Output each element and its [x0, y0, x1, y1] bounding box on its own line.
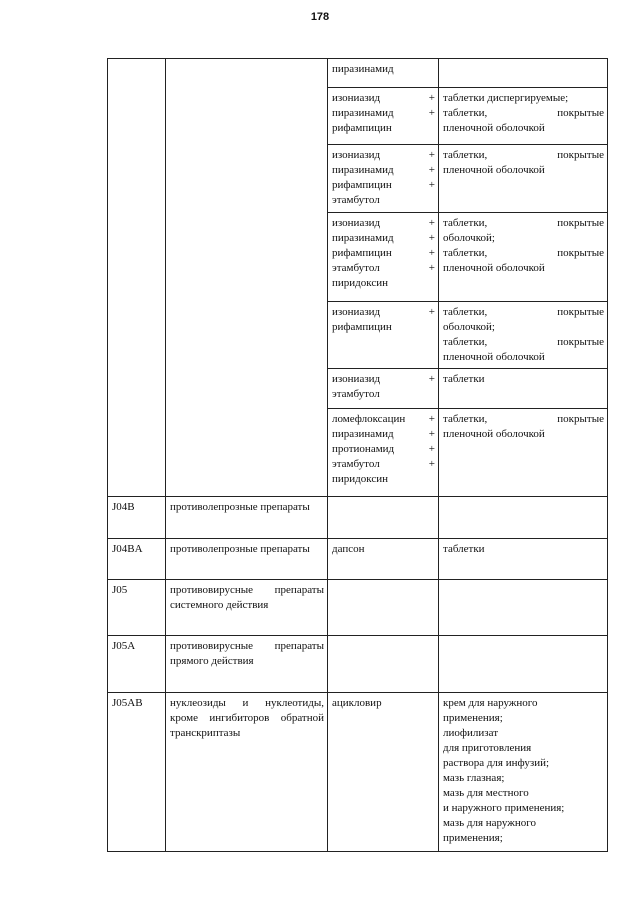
drug-line [332, 193, 435, 208]
page-number: 178 [310, 11, 330, 23]
combination-plus: + [428, 179, 435, 191]
drug-cell [328, 580, 439, 636]
drug-line [332, 412, 435, 427]
drug-line [332, 372, 435, 387]
drug-line [332, 121, 435, 136]
table-row [108, 693, 608, 852]
dosage-form-text: покрытые [557, 149, 604, 161]
dosage-form-text: таблетки, [443, 413, 488, 425]
form-cell [439, 369, 608, 409]
dosage-form-text: оболочкой; [443, 321, 495, 333]
dosage-form-text: таблетки, [443, 149, 488, 161]
drug-line [332, 163, 435, 178]
drug-line [332, 91, 435, 106]
drug-name: изониазид [332, 373, 381, 385]
drug-name: пиридоксин [332, 473, 388, 485]
dosage-form-text: таблетки, [443, 336, 488, 348]
drug-name: этамбутол [332, 262, 380, 274]
dosage-form-line [443, 741, 604, 756]
drug-name: дапсон [332, 543, 365, 555]
drug-cell [328, 369, 439, 409]
drug-line [332, 62, 435, 77]
table-row [108, 580, 608, 636]
form-cell [439, 145, 608, 213]
dosage-form-text: покрытые [557, 413, 604, 425]
drug-line [332, 457, 435, 472]
combination-plus: + [428, 458, 435, 470]
drug-name: пиразинамид [332, 63, 394, 75]
form-cell [439, 213, 608, 302]
dosage-form-line [443, 320, 604, 335]
drug-line [332, 387, 435, 402]
drug-line [332, 472, 435, 487]
drug-name: рифампицин [332, 247, 392, 259]
group-name-cell [166, 693, 328, 852]
dosage-form-text: таблетки, [443, 217, 488, 229]
combination-plus: + [428, 306, 435, 318]
table-row [108, 636, 608, 693]
table-row [108, 539, 608, 580]
dosage-form-line [443, 163, 604, 178]
drug-name: этамбутол [332, 458, 380, 470]
drug-line [332, 106, 435, 121]
drug-cell [328, 636, 439, 693]
dosage-form-line [443, 542, 604, 557]
dosage-form-line [443, 121, 604, 136]
group-name-text: противовирусные препараты системного действия [170, 584, 324, 611]
drug-cell [328, 693, 439, 852]
medicines-table [107, 58, 608, 852]
dosage-form-line [443, 726, 604, 741]
form-cell [439, 88, 608, 145]
drug-name: рифампицин [332, 122, 392, 134]
dosage-form-line [443, 427, 604, 442]
dosage-form-line [443, 786, 604, 801]
drug-cell [328, 213, 439, 302]
drug-name: изониазид [332, 149, 381, 161]
dosage-form-line [443, 106, 604, 121]
form-cell [439, 539, 608, 580]
drug-cell [328, 539, 439, 580]
drug-name: изониазид [332, 217, 381, 229]
dosage-form-line [443, 696, 604, 711]
dosage-form-line [443, 246, 604, 261]
drug-name: ацикловир [332, 697, 382, 709]
dosage-form-line [443, 412, 604, 427]
dosage-form-text: покрытые [557, 247, 604, 259]
drug-line [332, 305, 435, 320]
group-name-cell [166, 539, 328, 580]
drug-name: пиразинамид [332, 428, 394, 440]
drug-name: изониазид [332, 306, 381, 318]
drug-name: рифампицин [332, 179, 392, 191]
dosage-form-text: применения; [443, 832, 503, 844]
dosage-form-text: и наружного применения; [443, 802, 565, 814]
dosage-form-text: покрытые [557, 306, 604, 318]
dosage-form-text: покрытые [557, 217, 604, 229]
drug-line [332, 276, 435, 291]
dosage-form-line [443, 831, 604, 846]
form-cell [439, 302, 608, 369]
dosage-form-text: таблетки, [443, 306, 488, 318]
drug-line [332, 261, 435, 276]
dosage-form-text: применения; [443, 712, 503, 724]
drug-line [332, 246, 435, 261]
dosage-form-line [443, 216, 604, 231]
dosage-form-text: для приготовления [443, 742, 532, 754]
dosage-form-text: пленочной оболочкой [443, 122, 545, 134]
form-cell [439, 580, 608, 636]
dosage-form-line [443, 335, 604, 350]
combination-plus: + [428, 373, 435, 385]
drug-name: пиразинамид [332, 164, 394, 176]
drug-line [332, 427, 435, 442]
dosage-form-text: пленочной оболочкой [443, 351, 545, 363]
dosage-form-line [443, 305, 604, 320]
dosage-form-text: лиофилизат [443, 727, 499, 739]
atc-code-cell: J04BA [108, 539, 166, 580]
table-row [108, 497, 608, 539]
group-name-cell [166, 497, 328, 539]
combination-plus: + [428, 92, 435, 104]
dosage-form-text: мазь для местного [443, 787, 529, 799]
dosage-form-text: покрытые [557, 107, 604, 119]
combination-plus: + [428, 232, 435, 244]
drug-name: пиразинамид [332, 232, 394, 244]
dosage-form-line [443, 261, 604, 276]
atc-code-cell: J05 [108, 580, 166, 636]
group-name-text: противолепрозные препараты [170, 501, 310, 513]
drug-name: рифампицин [332, 321, 392, 333]
drug-name: этамбутол [332, 388, 380, 400]
drug-line [332, 320, 435, 335]
dosage-form-line [443, 148, 604, 163]
drug-line [332, 542, 435, 557]
drug-cell [328, 302, 439, 369]
table-row [108, 59, 608, 88]
group-name-cell [166, 580, 328, 636]
combination-plus: + [428, 443, 435, 455]
form-cell [439, 59, 608, 88]
combination-plus: + [428, 149, 435, 161]
atc-code-cell [108, 59, 166, 497]
atc-code-cell: J05A [108, 636, 166, 693]
dosage-form-text: пленочной оболочкой [443, 262, 545, 274]
combination-plus: + [428, 107, 435, 119]
form-cell [439, 497, 608, 539]
drug-cell [328, 145, 439, 213]
dosage-form-text: крем для наружного [443, 697, 538, 709]
dosage-form-line [443, 350, 604, 365]
group-name-cell [166, 59, 328, 497]
group-name-text: противолепрозные препараты [170, 543, 310, 555]
dosage-form-text: таблетки, [443, 247, 488, 259]
drug-cell [328, 88, 439, 145]
drug-line [332, 696, 435, 711]
dosage-form-text: таблетки [443, 373, 485, 385]
drug-name: изониазид [332, 92, 381, 104]
dosage-form-line [443, 372, 604, 387]
dosage-form-text: пленочной оболочкой [443, 164, 545, 176]
dosage-form-text: мазь для наружного [443, 817, 536, 829]
dosage-form-line [443, 801, 604, 816]
dosage-form-line [443, 816, 604, 831]
dosage-form-text: покрытые [557, 336, 604, 348]
dosage-form-text: таблетки диспергируемые; [443, 92, 569, 104]
group-name-text: противовирусные препараты прямого действия [170, 640, 324, 667]
form-cell [439, 636, 608, 693]
combination-plus: + [428, 217, 435, 229]
dosage-form-text: оболочкой; [443, 232, 495, 244]
drug-name: пиридоксин [332, 277, 388, 289]
drug-name: пиразинамид [332, 107, 394, 119]
drug-cell [328, 59, 439, 88]
drug-line [332, 148, 435, 163]
drug-cell [328, 497, 439, 539]
dosage-form-text: пленочной оболочкой [443, 428, 545, 440]
dosage-form-line [443, 231, 604, 246]
drug-cell [328, 409, 439, 497]
dosage-form-line [443, 771, 604, 786]
dosage-form-text: таблетки [443, 543, 485, 555]
dosage-form-line [443, 756, 604, 771]
form-cell [439, 409, 608, 497]
group-name-text: нуклеозиды и нуклеотиды, кроме ингибиторов обратной транскриптазы [170, 697, 324, 739]
drug-line [332, 216, 435, 231]
combination-plus: + [428, 413, 435, 425]
dosage-form-line [443, 91, 604, 106]
combination-plus: + [428, 164, 435, 176]
drug-name: ломефлоксацин [332, 413, 406, 425]
dosage-form-text: мазь глазная; [443, 772, 505, 784]
atc-code-cell: J04B [108, 497, 166, 539]
dosage-form-text: раствора для инфузий; [443, 757, 550, 769]
group-name-cell [166, 636, 328, 693]
combination-plus: + [428, 428, 435, 440]
drug-line [332, 178, 435, 193]
drug-line [332, 442, 435, 457]
dosage-form-line [443, 711, 604, 726]
combination-plus: + [428, 247, 435, 259]
drug-name: протионамид [332, 443, 395, 455]
form-cell [439, 693, 608, 852]
drug-line [332, 231, 435, 246]
drug-name: этамбутол [332, 194, 380, 206]
atc-code-cell: J05AB [108, 693, 166, 852]
dosage-form-text: таблетки, [443, 107, 488, 119]
combination-plus: + [428, 262, 435, 274]
